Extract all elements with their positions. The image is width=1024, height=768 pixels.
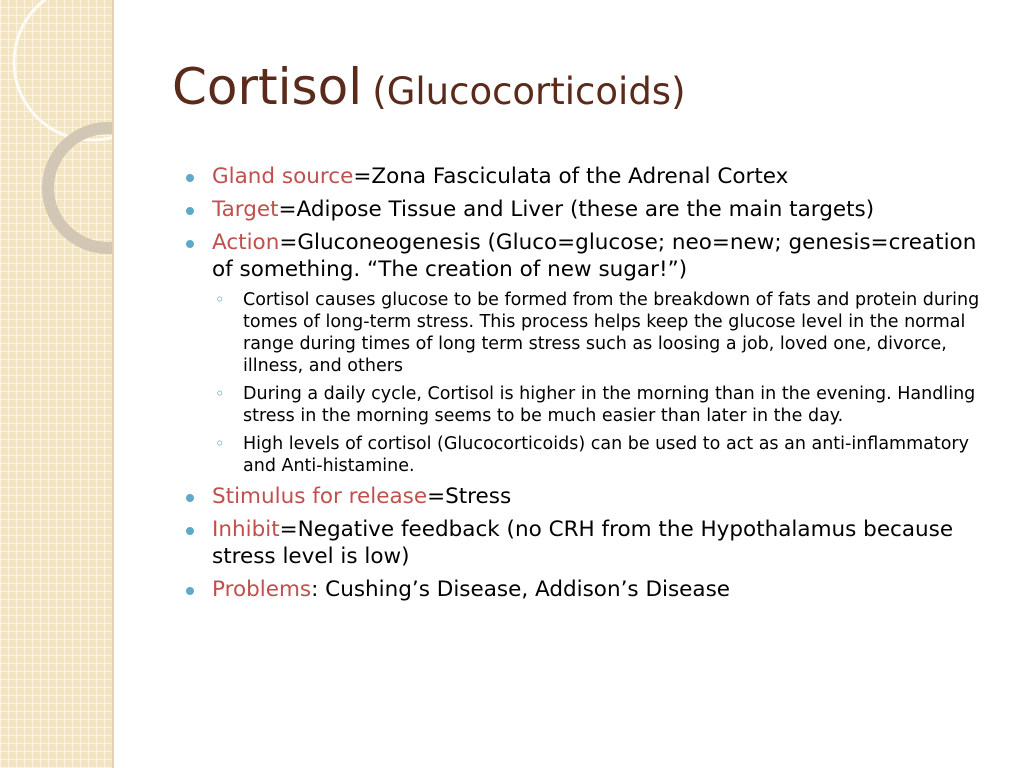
text-problems: : Cushing’s Disease, Addison’s Disease — [311, 577, 731, 602]
bullet-inhibit — [186, 516, 986, 570]
slide-content — [186, 163, 986, 609]
action-sub-list — [212, 289, 986, 477]
bullet-list — [186, 163, 986, 603]
slide-title — [172, 58, 686, 116]
side-band-edge — [112, 0, 114, 768]
text-stimulus: =Stress — [427, 484, 512, 509]
bullet-gland-source — [186, 163, 986, 190]
text-inhibit: =Negative feedback (no CRH from the Hypothalamus because stress level is low) — [212, 517, 954, 569]
bullet-problems — [186, 576, 986, 603]
sub-bullet-daily-cycle: ◦ During a daily cycle, Cortisol is higher in the morning than in the evening. Handling stress in the morning seems to be much easier than later in the day. — [212, 383, 986, 427]
term-stimulus: Stimulus for release — [212, 484, 428, 509]
term-action: Action — [212, 230, 280, 255]
decorative-circles — [0, 0, 112, 768]
sub-bullet-breakdown: ◦ Cortisol causes glucose to be formed from the breakdown of fats and protein during tomes of long-term stress. This process helps keep the glucose level in the normal range during times of long term stress such as loosing a job, loved one, divorce, illness, and others — [212, 289, 986, 377]
text-action: =Gluconeogenesis (Gluco=glucose; neo=new; genesis=creation of something. “The creation of new sugar!”) — [212, 230, 977, 282]
text-gland-source: =Zona Fasciculata of the Adrenal Cortex — [353, 164, 789, 189]
term-target: Target — [212, 197, 279, 222]
term-inhibit: Inhibit — [212, 517, 280, 542]
title-parenthetical: (Glucocorticoids) — [372, 70, 686, 113]
bullet-action — [186, 229, 986, 477]
bullet-stimulus — [186, 483, 986, 510]
sub-bullet-anti-inflammatory: ◦ High levels of cortisol (Glucocorticoids) can be used to act as an anti-inflammatory and Anti-histamine. — [212, 433, 986, 477]
decorative-side-band — [0, 0, 112, 768]
term-problems: Problems — [212, 577, 312, 602]
title-main: Cortisol — [172, 58, 363, 116]
text-target: =Adipose Tissue and Liver (these are the main targets) — [278, 197, 875, 222]
term-gland-source: Gland source — [212, 164, 354, 189]
bullet-target — [186, 196, 986, 223]
